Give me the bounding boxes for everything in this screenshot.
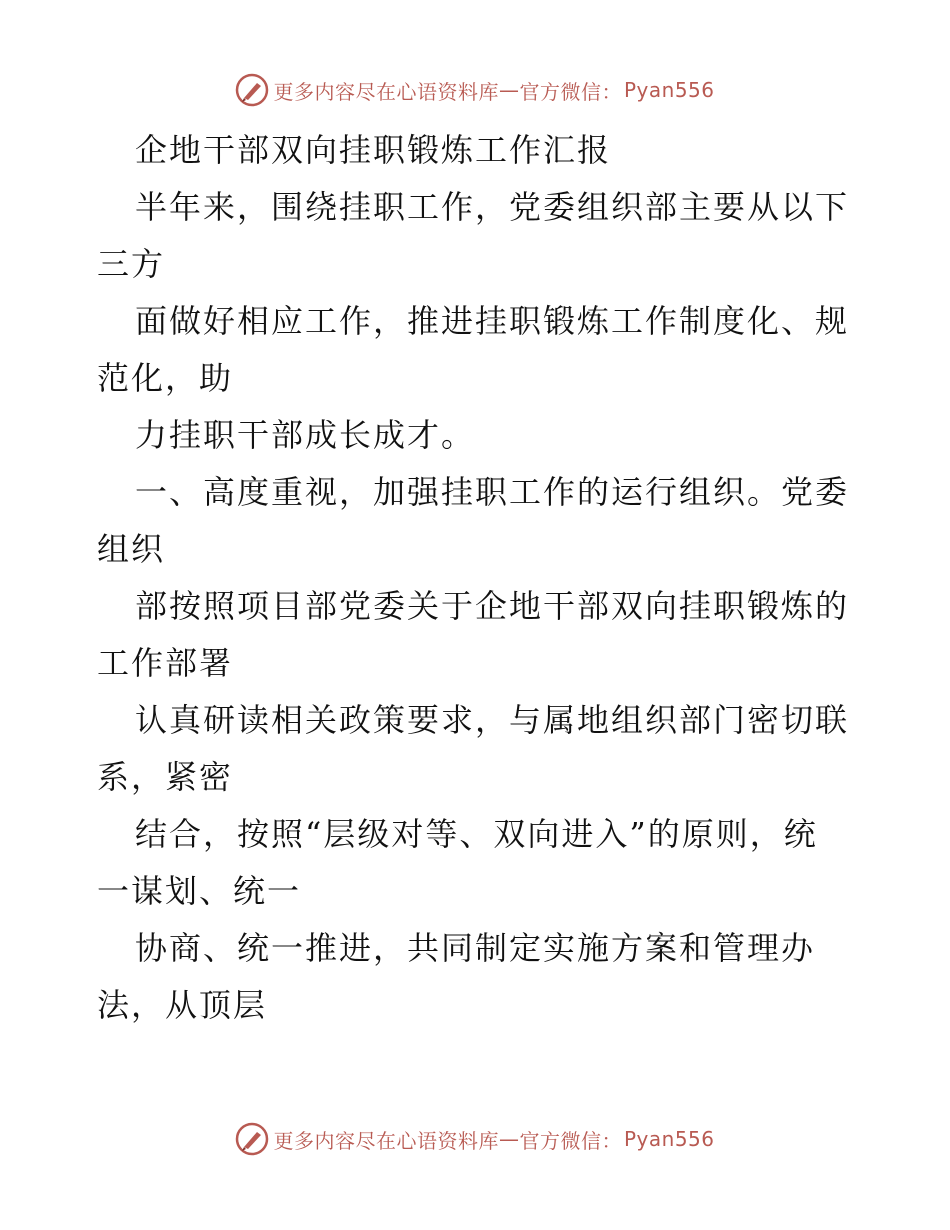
watermark-wechat-id: Pyan556 bbox=[623, 1127, 715, 1151]
section-heading-line: 一、高度重视，加强挂职工作的运行组织。党委 bbox=[135, 473, 850, 511]
watermark-site-text: 更多内容尽在心语资料库 bbox=[273, 1128, 499, 1153]
text-line: 结合，按照“层级对等、双向进入”的原则，统 bbox=[135, 815, 818, 853]
text-line: 认真研读相关政策要求，与属地组织部门密切联 bbox=[135, 701, 850, 739]
text-line: 法，从顶层 bbox=[97, 986, 268, 1024]
text-line: 工作部署 bbox=[97, 644, 234, 682]
document-title: 企地干部双向挂职锻炼工作汇报 bbox=[135, 131, 612, 169]
watermark-site-text: 更多内容尽在心语资料库 bbox=[273, 79, 499, 104]
pen-logo-icon bbox=[235, 73, 269, 107]
text-line: 力挂职干部成长成才。 bbox=[135, 416, 476, 454]
watermark-wechat-label: 官方微信： bbox=[519, 79, 622, 104]
text-line: 协商、统一推进，共同制定实施方案和管理办 bbox=[135, 929, 816, 967]
document-body bbox=[97, 122, 857, 1034]
watermark-dash: — bbox=[498, 1127, 520, 1151]
text-line: 半年来，围绕挂职工作，党委组织部主要从以下 bbox=[135, 188, 850, 226]
text-line: 部按照项目部党委关于企地干部双向挂职锻炼的 bbox=[135, 587, 850, 625]
text-line: 一谋划、统一 bbox=[97, 872, 302, 910]
pen-logo-icon bbox=[235, 1122, 269, 1156]
text-line: 面做好相应工作，推进挂职锻炼工作制度化、规 bbox=[135, 302, 850, 340]
header-watermark-banner bbox=[0, 68, 950, 112]
text-line: 三方 bbox=[97, 245, 166, 283]
text-line: 范化，助 bbox=[97, 359, 234, 397]
footer-watermark-banner bbox=[0, 1117, 950, 1161]
watermark-wechat-id: Pyan556 bbox=[623, 78, 715, 102]
watermark-wechat-label: 官方微信： bbox=[519, 1128, 622, 1153]
text-line: 组织 bbox=[97, 530, 166, 568]
text-line: 系，紧密 bbox=[97, 758, 234, 796]
watermark-dash: — bbox=[498, 78, 520, 102]
